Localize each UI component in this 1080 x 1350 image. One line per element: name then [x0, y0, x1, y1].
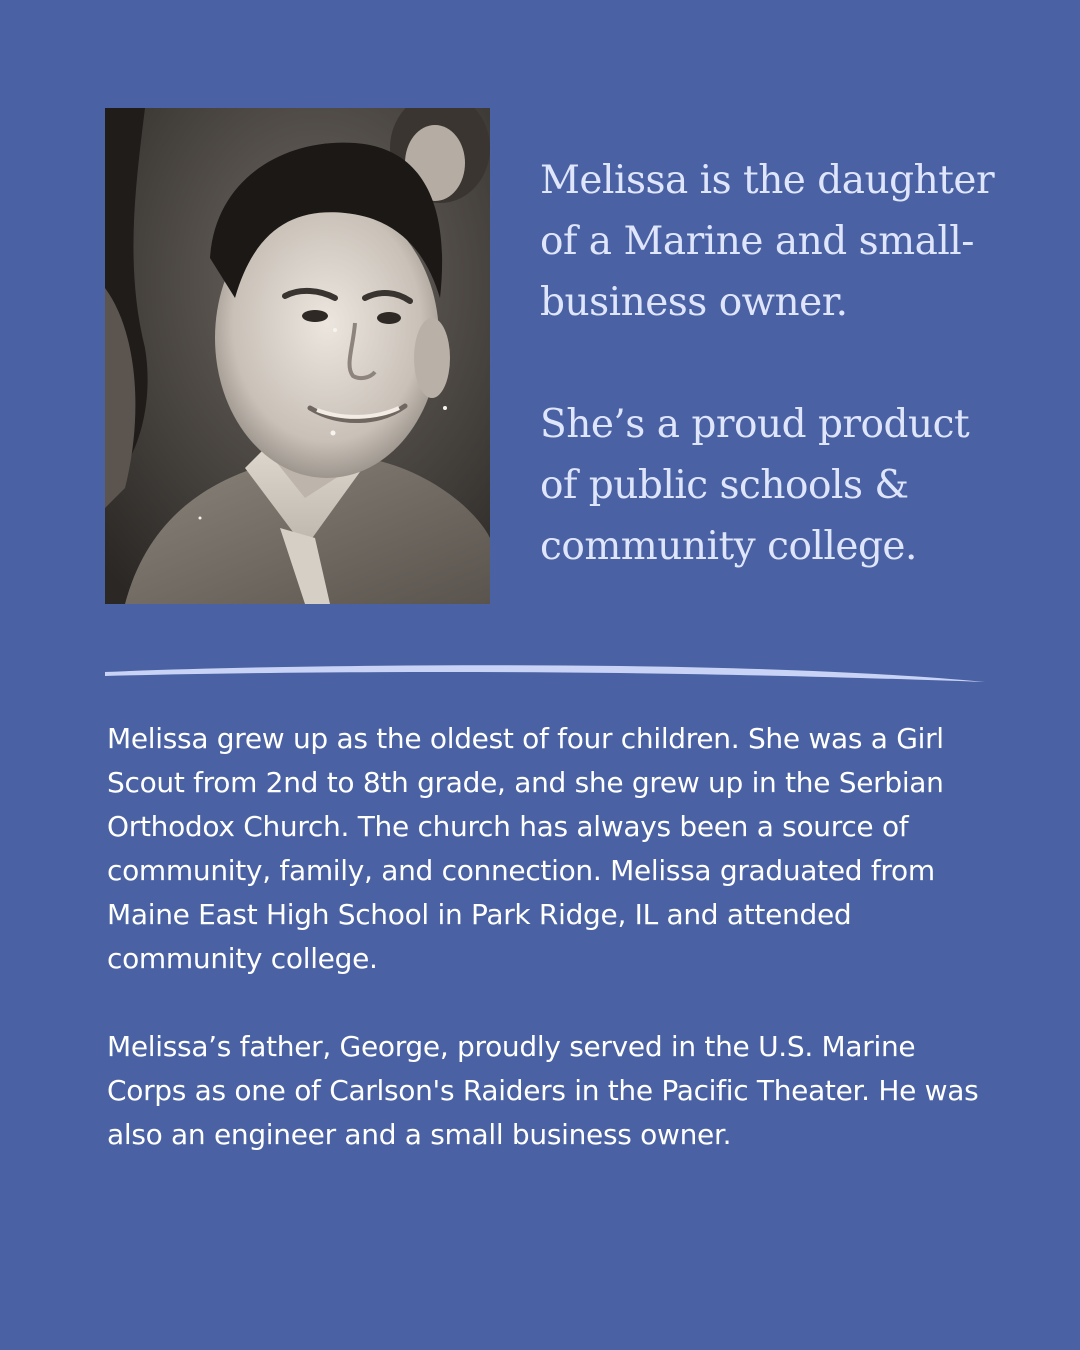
- divider: [100, 660, 990, 690]
- brush-stroke-divider-icon: [100, 660, 990, 690]
- biography-paragraph-childhood: Melissa grew up as the oldest of four children. She was a Girl Scout from 2nd to 8th grade, and she grew up in the Serbian Orthodox Church. The church has always been a source of community, family, and connection. Melissa graduated from Maine East High School in Park Ridge, IL and attended community college.: [107, 722, 944, 975]
- intro-line-daughter: Melissa is the daughter of a Marine and small-business owner.: [540, 158, 995, 325]
- vintage-portrait-photo-icon: [105, 108, 490, 604]
- biography-text: [107, 717, 997, 1157]
- biography-paragraph-father: Melissa’s father, George, proudly served in the U.S. Marine Corps as one of Carlson's Raiders in the Pacific Theater. He was also an engineer and a small business owner.: [107, 1030, 979, 1151]
- intro-line-schools: She’s a proud product of public schools & community college.: [540, 402, 970, 569]
- intro-text: [540, 150, 1010, 577]
- portrait-photo: [105, 108, 490, 604]
